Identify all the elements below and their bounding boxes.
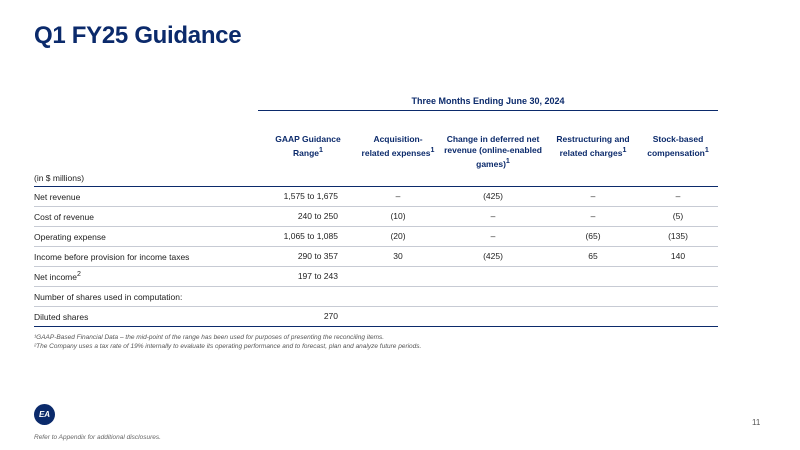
cell-value bbox=[438, 286, 548, 306]
row-label: Cost of revenue bbox=[34, 206, 258, 226]
table-row bbox=[34, 286, 718, 306]
disclaimer: Refer to Appendix for additional disclosures. bbox=[34, 434, 161, 441]
period-header: Three Months Ending June 30, 2024 bbox=[411, 96, 565, 106]
column-header-stock-comp: Stock-based compensation$^1$ bbox=[647, 134, 709, 158]
cell-value: (5) bbox=[638, 206, 718, 226]
cell-value: 197 to 243 bbox=[258, 266, 358, 286]
cell-value bbox=[358, 266, 438, 286]
cell-value bbox=[438, 266, 548, 286]
cell-value: (65) bbox=[548, 226, 638, 246]
cell-value bbox=[638, 266, 718, 286]
cell-value bbox=[638, 286, 718, 306]
row-label: Net income$^2$ bbox=[34, 266, 258, 286]
row-label: Diluted shares bbox=[34, 306, 258, 326]
row-label: Income before provision for income taxes bbox=[34, 246, 258, 266]
units-row bbox=[34, 170, 718, 187]
cell-value: – bbox=[638, 186, 718, 206]
cell-value: 1,065 to 1,085 bbox=[258, 226, 358, 246]
cell-value bbox=[548, 306, 638, 326]
row-label: Number of shares used in computation: bbox=[34, 286, 258, 306]
page-title: Q1 FY25 Guidance bbox=[34, 22, 242, 49]
cell-value: 1,575 to 1,675 bbox=[258, 186, 358, 206]
cell-value: 290 to 357 bbox=[258, 246, 358, 266]
cell-value: – bbox=[438, 226, 548, 246]
column-header-row bbox=[34, 130, 718, 170]
cell-value: 270 bbox=[258, 306, 358, 326]
cell-value bbox=[358, 286, 438, 306]
cell-value: (425) bbox=[438, 186, 548, 206]
cell-value bbox=[438, 306, 548, 326]
column-header-acquisition: Acquisition-related expenses$^1$ bbox=[361, 134, 435, 158]
cell-value: (20) bbox=[358, 226, 438, 246]
cell-value bbox=[258, 286, 358, 306]
cell-value: 65 bbox=[548, 246, 638, 266]
cell-value: (425) bbox=[438, 246, 548, 266]
cell-value: 30 bbox=[358, 246, 438, 266]
footnote-2: ²The Company uses a tax rate of 19% internally to evaluate its operating performance and to forecast, plan and analyze future periods. bbox=[34, 343, 422, 350]
cell-value: 240 to 250 bbox=[258, 206, 358, 226]
cell-value: – bbox=[438, 206, 548, 226]
table-row bbox=[34, 266, 718, 286]
cell-value: 140 bbox=[638, 246, 718, 266]
column-header-deferred-revenue: Change in deferred net revenue (online-enabled games)$^1$ bbox=[444, 134, 542, 169]
cell-value bbox=[548, 286, 638, 306]
cell-value bbox=[548, 266, 638, 286]
footnote-1: ¹GAAP-Based Financial Data – the mid-point of the range has been used for purposes of presenting the reconciling items. bbox=[34, 334, 385, 341]
cell-value: – bbox=[548, 206, 638, 226]
page-number: 11 bbox=[752, 418, 761, 427]
table-row bbox=[34, 246, 718, 266]
cell-value: (135) bbox=[638, 226, 718, 246]
table-row bbox=[34, 206, 718, 226]
table-row bbox=[34, 186, 718, 206]
ea-logo: EA bbox=[34, 404, 55, 425]
cell-value: (10) bbox=[358, 206, 438, 226]
cell-value: – bbox=[358, 186, 438, 206]
table-row bbox=[34, 226, 718, 246]
footnotes bbox=[34, 333, 421, 351]
column-header-restructuring: Restructuring and related charges$^1$ bbox=[556, 134, 630, 158]
guidance-table bbox=[34, 130, 718, 327]
units-label: (in $ millions) bbox=[34, 170, 258, 187]
cell-value: – bbox=[548, 186, 638, 206]
table-row bbox=[34, 306, 718, 326]
row-label: Operating expense bbox=[34, 226, 258, 246]
cell-value bbox=[638, 306, 718, 326]
period-divider bbox=[258, 110, 718, 111]
cell-value bbox=[358, 306, 438, 326]
column-header-gaap: GAAP Guidance Range$^1$ bbox=[275, 134, 341, 158]
column-header-label bbox=[34, 130, 258, 170]
row-label: Net revenue bbox=[34, 186, 258, 206]
